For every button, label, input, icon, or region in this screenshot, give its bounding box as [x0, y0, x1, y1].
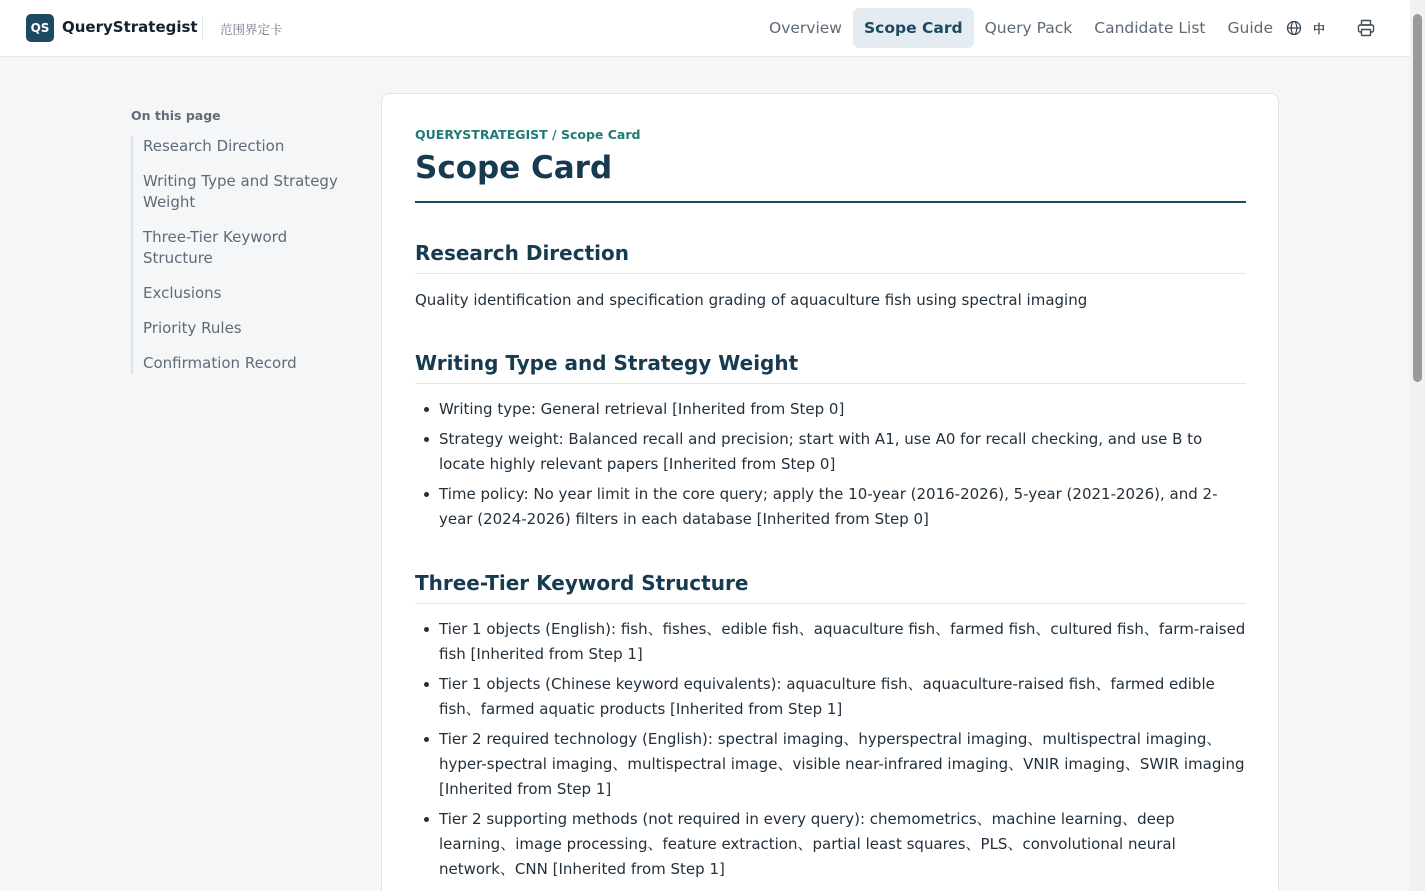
- brand-divider: [202, 16, 203, 40]
- nav-overview[interactable]: Overview: [769, 19, 842, 37]
- breadcrumb: QUERYSTRATEGIST / Scope Card: [415, 127, 641, 142]
- section-writing-type: [415, 351, 1246, 537]
- toc-item-priority-rules[interactable]: Priority Rules: [143, 319, 242, 337]
- list-item: Strategy weight: Balanced recall and precision; start with A1, use A0 for recall checking, and use B to locate highly relevant papers [Inherited from Step 0]: [415, 427, 1246, 477]
- main-nav: [758, 8, 1284, 48]
- toc-item-writing-type[interactable]: Writing Type and Strategy Weight: [143, 172, 338, 211]
- nav-scope-card[interactable]: Scope Card: [853, 8, 974, 48]
- nav-query-pack[interactable]: Query Pack: [984, 19, 1073, 37]
- scope-card-content: [381, 93, 1279, 891]
- page-title: Scope Card: [415, 150, 613, 186]
- section-heading: Three-Tier Keyword Structure: [415, 571, 1246, 604]
- nav-guide[interactable]: Guide: [1227, 19, 1274, 37]
- on-this-page-toc: [131, 108, 351, 374]
- toc-list: [131, 136, 351, 374]
- section-heading: Research Direction: [415, 241, 1246, 274]
- list-item: Tier 2 required technology (English): spectral imaging、hyperspectral imaging、multispectral imaging、hyper-spectral imaging、multispectral image、visible near-infrared imaging、VNIR imaging、SWIR imaging [Inherited from Step 1]: [415, 727, 1246, 802]
- nav-candidate-list[interactable]: Candidate List: [1094, 19, 1206, 37]
- title-divider: [415, 201, 1246, 203]
- section-research-direction: [415, 241, 1246, 311]
- logo-badge[interactable]: QS: [26, 14, 54, 42]
- list-item: Tier 1 objects (English): fish、fishes、edible fish、aquaculture fish、farmed fish、cultured fish、farm-raised fish [Inherited from Step 1]: [415, 617, 1246, 667]
- section-list: [415, 397, 1246, 532]
- toc-item-exclusions[interactable]: Exclusions: [143, 284, 222, 302]
- language-toggle[interactable]: 中: [1313, 22, 1326, 36]
- list-item: Writing type: General retrieval [Inherited from Step 0]: [415, 397, 1246, 422]
- top-header: [0, 0, 1410, 57]
- toc-title: On this page: [131, 108, 221, 123]
- section-list: [415, 617, 1246, 882]
- toc-item-keyword-structure[interactable]: Three-Tier Keyword Structure: [143, 228, 288, 267]
- toc-item-confirmation-record[interactable]: Confirmation Record: [143, 354, 297, 372]
- list-item: Tier 1 objects (Chinese keyword equivalents): aquaculture fish、aquaculture-raised fish、farmed edible fish、farmed aquatic products [Inherited from Step 1]: [415, 672, 1246, 722]
- globe-icon[interactable]: [1286, 20, 1302, 36]
- list-item: Time policy: No year limit in the core query; apply the 10-year (2016-2026), 5-year (2021-2026), and 2-year (2024-2026) filters in each database [Inherited from Step 0]: [415, 482, 1246, 532]
- section-text: Quality identification and specification grading of aquaculture fish using spectral imaging: [415, 291, 1088, 309]
- section-heading: Writing Type and Strategy Weight: [415, 351, 1246, 384]
- toc-item-research-direction[interactable]: Research Direction: [143, 137, 285, 155]
- brand-subtitle: 范围界定卡: [220, 22, 283, 37]
- list-item: Tier 2 supporting methods (not required in every query): chemometrics、machine learning、deep learning、image processing、feature extraction、partial least squares、PLS、convolutional neural network、CNN [Inherited from Step 1]: [415, 807, 1246, 882]
- brand-name[interactable]: QueryStrategist: [62, 18, 198, 36]
- scrollbar-thumb[interactable]: [1413, 14, 1422, 382]
- section-keyword-structure: [415, 571, 1246, 887]
- print-icon[interactable]: [1357, 19, 1375, 37]
